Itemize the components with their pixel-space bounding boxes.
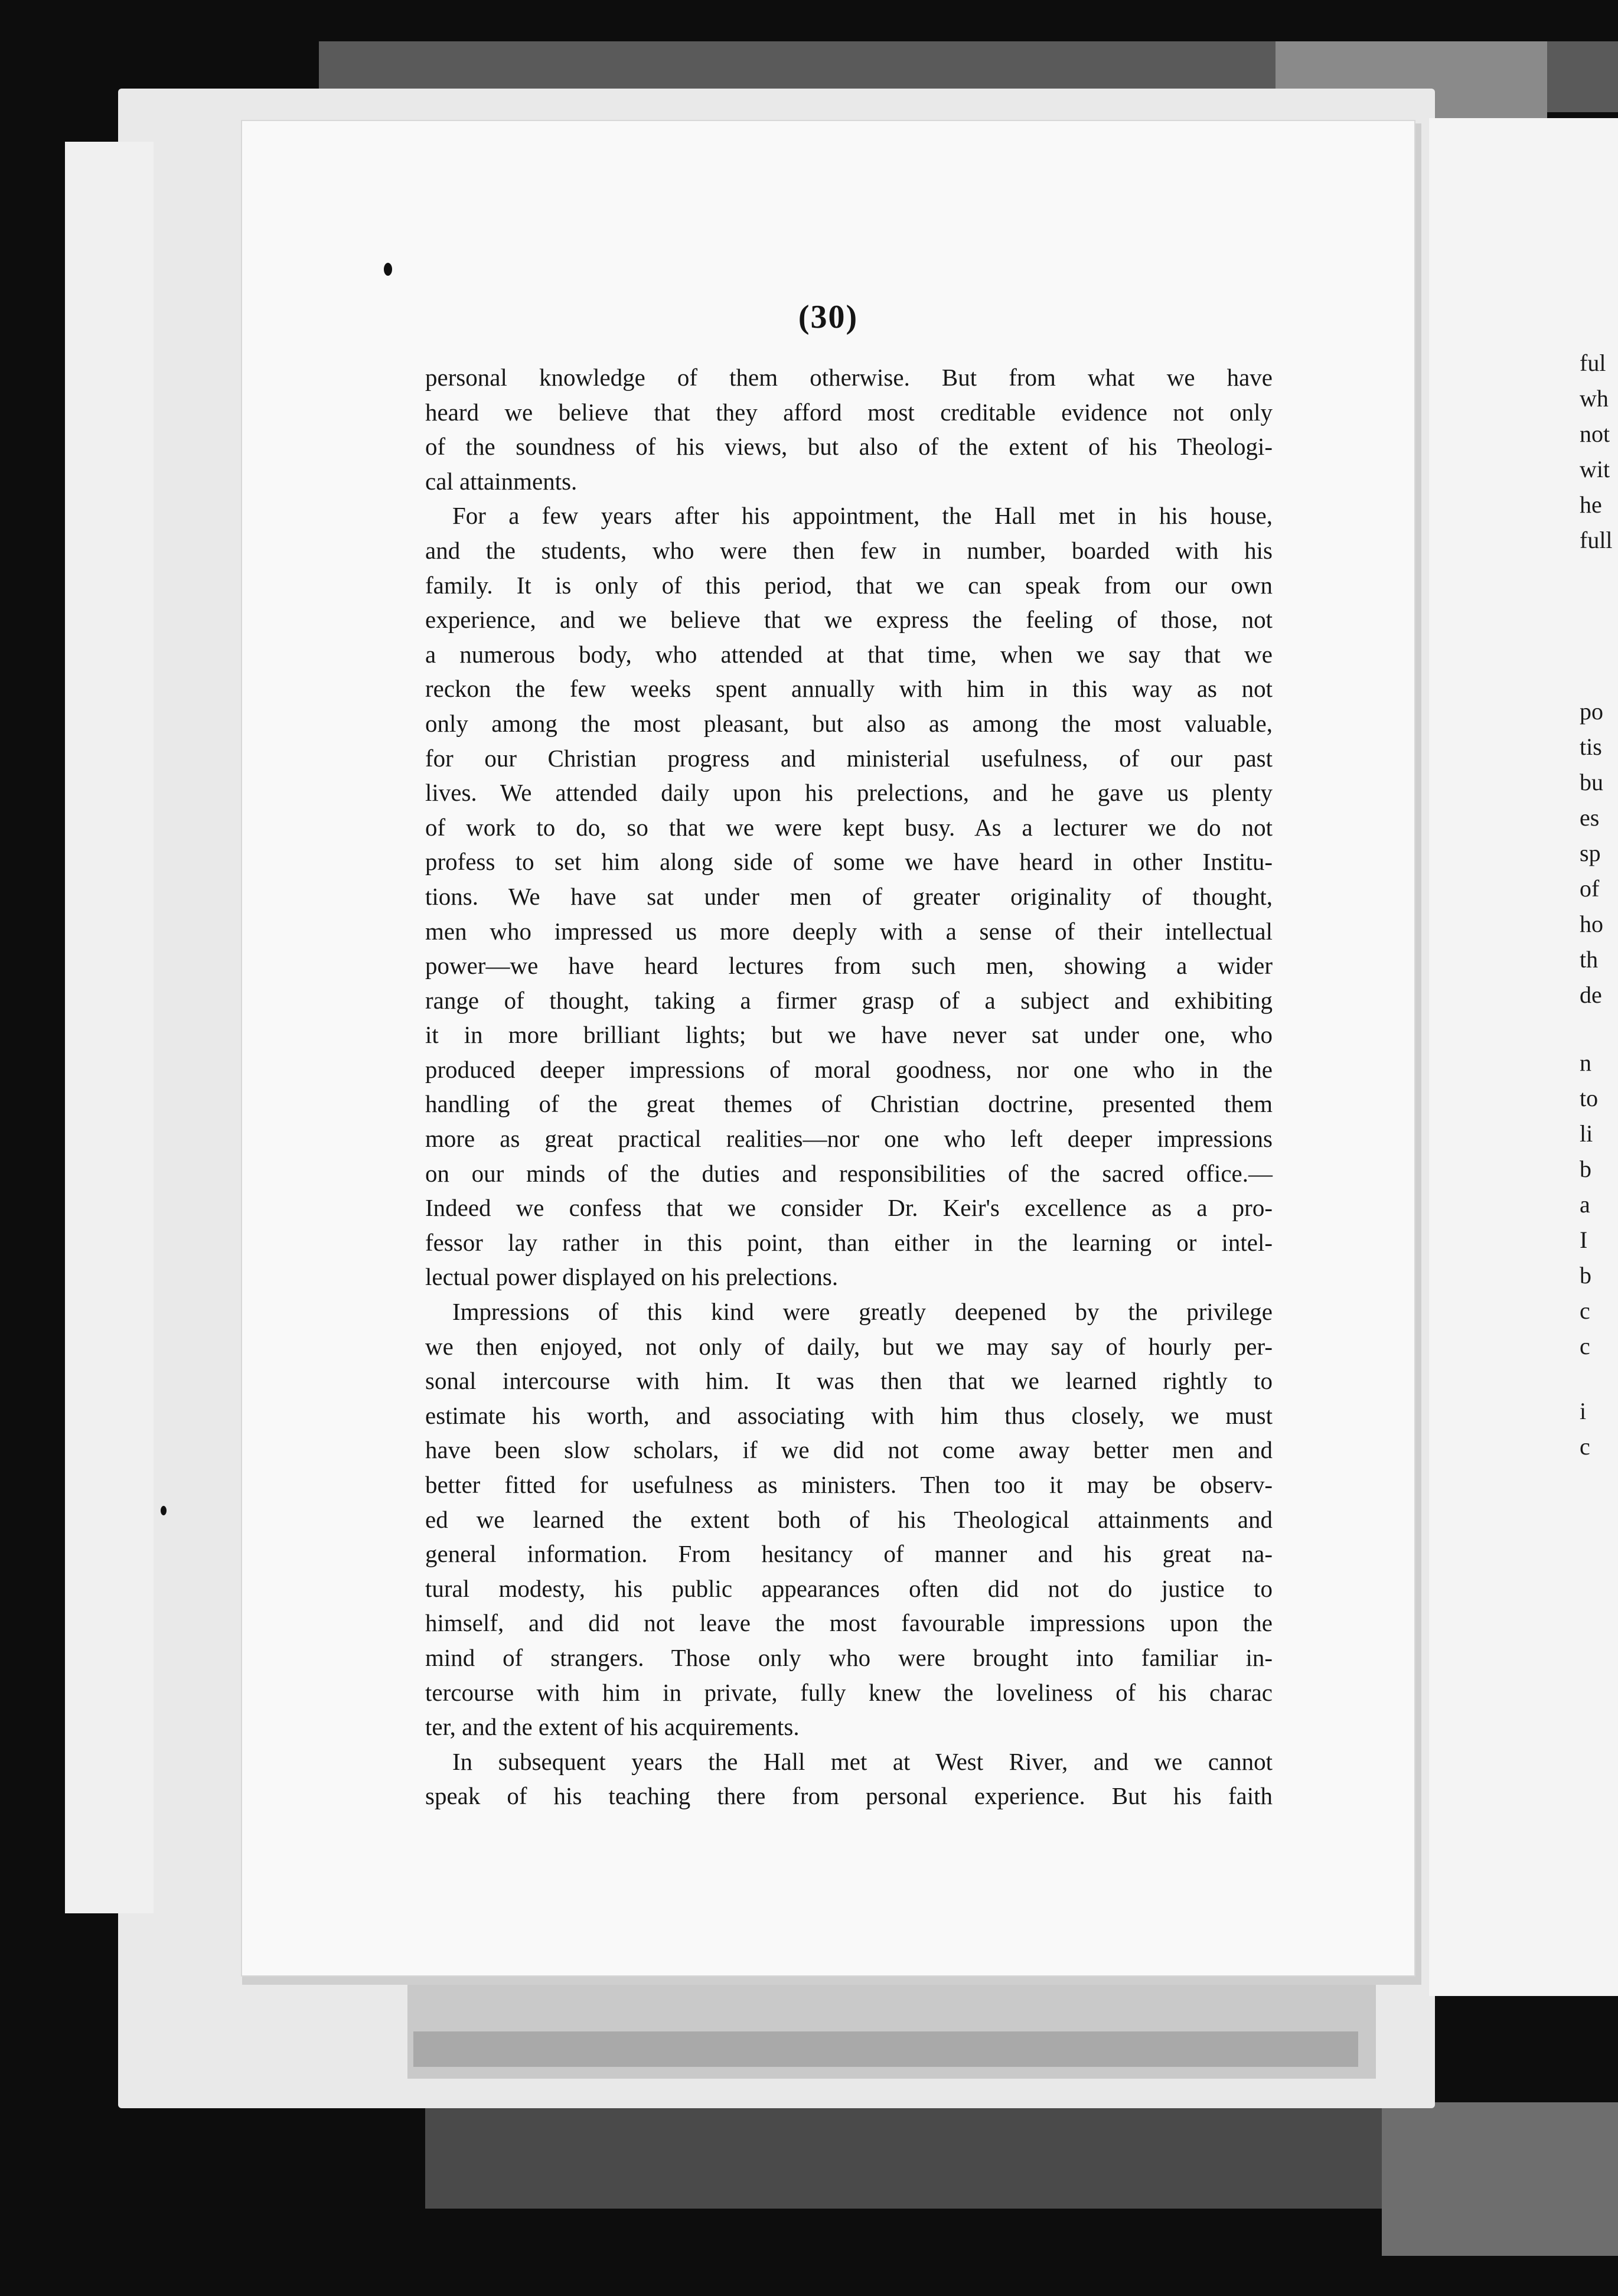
facing-page-fragment: full: [1580, 527, 1613, 553]
text-line: tions. We have sat under men of greater originality of thought,: [425, 882, 1273, 910]
facing-page-fragment: sp: [1580, 840, 1601, 866]
text-line: For a few years after his appointment, the Hall met in his house,: [452, 502, 1273, 530]
text-line: of work to do, so that we were kept busy. As a lecturer we do not: [425, 813, 1273, 841]
facing-page-fragment: i: [1580, 1398, 1587, 1424]
facing-page-fragment: es: [1580, 804, 1600, 831]
text-line: reckon the few weeks spent annually with him in this way as not: [425, 675, 1273, 703]
text-line: mind of strangers. Those only who were brought into familiar in-: [425, 1643, 1273, 1671]
text-line: speak of his teaching there from personal experience. But his faith: [425, 1782, 1273, 1810]
facing-page-fragment: tis: [1580, 733, 1602, 760]
facing-page: [1429, 118, 1618, 1996]
facing-page-fragment: to: [1580, 1085, 1599, 1111]
text-line: more as great practical realities—nor one who left deeper impressions: [425, 1125, 1273, 1153]
text-line: tural modesty, his public appearances often did not do justice to: [425, 1574, 1273, 1602]
page-stack-left-edge: [65, 142, 154, 1913]
facing-page-fragment: c: [1580, 1433, 1590, 1460]
text-line: In subsequent years the Hall met at West River, and we cannot: [452, 1747, 1273, 1775]
facing-page-fragment: li: [1580, 1120, 1593, 1147]
text-line: for our Christian progress and ministerial usefulness, of our past: [425, 744, 1273, 772]
text-line: fessor lay rather in this point, than either in the learning or intel-: [425, 1228, 1273, 1256]
text-line: ter, and the extent of his acquirements.: [425, 1713, 800, 1741]
text-line: produced deeper impressions of moral goodness, nor one who in the: [425, 1055, 1273, 1083]
facing-page-fragment: b: [1580, 1262, 1591, 1289]
page-stack-bottom-shadow: [413, 2031, 1358, 2067]
facing-page-fragment: wit: [1580, 456, 1610, 482]
text-line: profess to set him along side of some we have heard in other Institu-: [425, 848, 1273, 876]
text-line: Indeed we confess that we consider Dr. Keir's excellence as a pro-: [425, 1194, 1273, 1222]
text-line: general information. From hesitancy of manner and his great na-: [425, 1540, 1273, 1568]
facing-page-fragment: ful: [1580, 350, 1606, 376]
text-line: estimate his worth, and associating with him thus closely, we must: [425, 1401, 1273, 1429]
facing-page-fragment: he: [1580, 491, 1602, 518]
facing-page-fragment: b: [1580, 1156, 1591, 1182]
page-number: (30): [798, 299, 859, 335]
ink-speck: [384, 263, 392, 276]
facing-page-fragment: of: [1580, 875, 1600, 902]
text-line: it in more brilliant lights; but we have never sat under one, who: [425, 1021, 1273, 1049]
facing-page-fragment: th: [1580, 946, 1599, 973]
facing-page-fragment: bu: [1580, 769, 1603, 795]
text-line: a numerous body, who attended at that time, when we say that we: [425, 640, 1273, 668]
tape-bottom-right: [1382, 2102, 1618, 2256]
text-line: men who impressed us more deeply with a sense of their intellectual: [425, 917, 1273, 945]
facing-page-fragment: de: [1580, 981, 1602, 1008]
text-line: family. It is only of this period, that we can speak from our own: [425, 571, 1273, 599]
ink-speck: [161, 1506, 167, 1515]
facing-page-fragment: a: [1580, 1191, 1590, 1218]
facing-page-fragment: c: [1580, 1333, 1590, 1359]
text-line: and the students, who were then few in number, boarded with his: [425, 536, 1273, 564]
facing-page-fragment: ho: [1580, 911, 1603, 937]
text-line: personal knowledge of them otherwise. But from what we have: [425, 364, 1273, 391]
facing-page-fragment: not: [1580, 420, 1610, 447]
text-line: experience, and we believe that we express the feeling of those, not: [425, 606, 1273, 634]
text-line: have been slow scholars, if we did not come away better men and: [425, 1436, 1273, 1464]
body-text: [425, 360, 1273, 1814]
text-line: tercourse with him in private, fully knew the loveliness of his charac: [425, 1678, 1273, 1706]
text-line: of the soundness of his views, but also of the extent of his Theologi-: [425, 433, 1273, 461]
facing-page-fragment: n: [1580, 1049, 1591, 1076]
text-line: range of thought, taking a firmer grasp of a subject and exhibiting: [425, 986, 1273, 1014]
text-line: only among the most pleasant, but also as among the most valuable,: [425, 709, 1273, 737]
text-line: ed we learned the extent both of his Theological attainments and: [425, 1505, 1273, 1533]
text-line: heard we believe that they afford most creditable evidence not only: [425, 398, 1273, 426]
facing-page-fragment: po: [1580, 698, 1603, 725]
facing-page-fragment: wh: [1580, 385, 1609, 412]
text-line: power—we have heard lectures from such men, showing a wider: [425, 952, 1273, 980]
text-line: lectual power displayed on his prelections.: [425, 1263, 839, 1291]
document-page: [242, 121, 1414, 1975]
facing-page-fragment: I: [1580, 1227, 1588, 1253]
text-line: lives. We attended daily upon his prelections, and he gave us plenty: [425, 779, 1273, 807]
facing-page-fragment: c: [1580, 1297, 1590, 1324]
text-line: cal attainments.: [425, 467, 578, 495]
text-line: on our minds of the duties and responsibilities of the sacred office.—: [425, 1159, 1273, 1187]
text-line: himself, and did not leave the most favourable impressions upon the: [425, 1609, 1273, 1637]
text-line: Impressions of this kind were greatly deepened by the privilege: [452, 1298, 1273, 1326]
text-line: sonal intercourse with him. It was then that we learned rightly to: [425, 1367, 1273, 1395]
text-line: we then enjoyed, not only of daily, but we may say of hourly per-: [425, 1332, 1273, 1360]
text-line: better fitted for usefulness as ministers. Then too it may be observ-: [425, 1471, 1273, 1498]
text-line: handling of the great themes of Christian doctrine, presented them: [425, 1090, 1273, 1118]
